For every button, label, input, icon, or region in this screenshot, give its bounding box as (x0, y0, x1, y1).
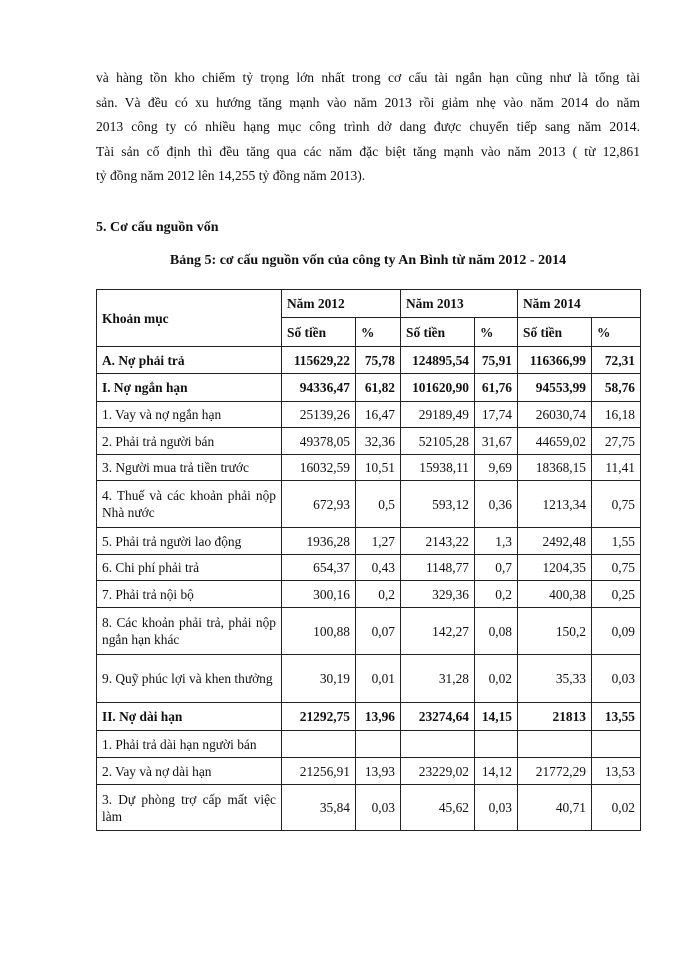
year-header: Năm 2014 (518, 290, 641, 318)
percent-cell: 13,53 (592, 758, 641, 785)
amount-cell (518, 731, 592, 758)
amount-cell: 35,84 (282, 785, 356, 831)
amount-cell: 300,16 (282, 581, 356, 608)
row-label: II. Nợ dài hạn (97, 703, 282, 731)
row-label: 6. Chi phí phải trả (97, 555, 282, 581)
amount-cell: 101620,90 (401, 374, 475, 402)
body-paragraph (96, 66, 640, 189)
amount-cell: 40,71 (518, 785, 592, 831)
amount-cell: 100,88 (282, 608, 356, 655)
amount-cell: 26030,74 (518, 402, 592, 428)
row-label: 5. Phải trả người lao động (97, 528, 282, 555)
amount-cell: 49378,05 (282, 428, 356, 455)
amount-cell: 1936,28 (282, 528, 356, 555)
percent-cell: 0,2 (475, 581, 518, 608)
row-label: 2. Vay và nợ dài hạn (97, 758, 282, 785)
amount-cell: 2492,48 (518, 528, 592, 555)
year-header: Năm 2013 (401, 290, 518, 318)
row-label: 3. Dự phòng trợ cấp mất việc làm (97, 785, 282, 831)
percent-cell: 0,36 (475, 481, 518, 528)
percent-cell: 9,69 (475, 455, 518, 481)
percent-cell: 0,01 (356, 655, 401, 703)
amount-cell: 21292,75 (282, 703, 356, 731)
table-row (97, 608, 641, 655)
table-row (97, 374, 641, 402)
amount-header: Số tiền (282, 318, 356, 347)
table-row (97, 581, 641, 608)
percent-cell: 0,03 (592, 655, 641, 703)
amount-cell: 124895,54 (401, 347, 475, 374)
percent-cell: 1,3 (475, 528, 518, 555)
amount-cell: 94553,99 (518, 374, 592, 402)
table-row (97, 402, 641, 428)
amount-cell: 94336,47 (282, 374, 356, 402)
percent-cell: 1,55 (592, 528, 641, 555)
row-label: 9. Quỹ phúc lợi và khen thưởng (97, 655, 282, 703)
percent-cell: 0,02 (592, 785, 641, 831)
amount-cell: 654,37 (282, 555, 356, 581)
percent-cell: 75,78 (356, 347, 401, 374)
percent-header: % (356, 318, 401, 347)
percent-cell: 13,96 (356, 703, 401, 731)
percent-cell: 0,08 (475, 608, 518, 655)
percent-cell: 31,67 (475, 428, 518, 455)
capital-structure-table (96, 289, 641, 831)
percent-header: % (475, 318, 518, 347)
amount-cell: 35,33 (518, 655, 592, 703)
percent-cell: 0,5 (356, 481, 401, 528)
percent-cell: 0,03 (475, 785, 518, 831)
row-label: 4. Thuế và các khoản phải nộp Nhà nước (97, 481, 282, 528)
amount-cell: 52105,28 (401, 428, 475, 455)
amount-cell: 400,38 (518, 581, 592, 608)
percent-cell: 75,91 (475, 347, 518, 374)
row-label: 3. Người mua trả tiền trước (97, 455, 282, 481)
percent-cell: 0,43 (356, 555, 401, 581)
amount-cell: 116366,99 (518, 347, 592, 374)
amount-cell: 44659,02 (518, 428, 592, 455)
percent-cell: 32,36 (356, 428, 401, 455)
percent-cell (592, 731, 641, 758)
percent-cell: 0,03 (356, 785, 401, 831)
percent-cell: 14,15 (475, 703, 518, 731)
row-label: 7. Phải trả nội bộ (97, 581, 282, 608)
amount-cell: 21256,91 (282, 758, 356, 785)
amount-cell: 29189,49 (401, 402, 475, 428)
percent-cell: 10,51 (356, 455, 401, 481)
paragraph-line: tỷ đồng năm 2012 lên 14,255 tỷ đồng năm 2013). (96, 168, 366, 184)
amount-cell: 16032,59 (282, 455, 356, 481)
percent-cell: 0,75 (592, 555, 641, 581)
amount-cell: 2143,22 (401, 528, 475, 555)
amount-cell: 142,27 (401, 608, 475, 655)
amount-cell: 25139,26 (282, 402, 356, 428)
percent-cell: 13,93 (356, 758, 401, 785)
table-row (97, 455, 641, 481)
table-row (97, 481, 641, 528)
table-row (97, 347, 641, 374)
percent-header: % (592, 318, 641, 347)
table-row (97, 528, 641, 555)
row-label: A. Nợ phải trả (97, 347, 282, 374)
amount-cell: 21772,29 (518, 758, 592, 785)
amount-cell: 1204,35 (518, 555, 592, 581)
percent-cell: 0,75 (592, 481, 641, 528)
amount-cell: 1213,34 (518, 481, 592, 528)
table-row (97, 731, 641, 758)
paragraph-line: 2013 công ty có nhiều hạng mục công trình dở dang được chuyển tiếp sang năm 2014. (96, 119, 640, 135)
row-label: I. Nợ ngắn hạn (97, 374, 282, 402)
section-heading: 5. Cơ cấu nguồn vốn (96, 220, 219, 235)
percent-cell: 0,25 (592, 581, 641, 608)
amount-cell: 115629,22 (282, 347, 356, 374)
percent-cell (475, 731, 518, 758)
table-row (97, 428, 641, 455)
percent-cell (356, 731, 401, 758)
amount-header: Số tiền (518, 318, 592, 347)
percent-cell: 16,18 (592, 402, 641, 428)
table-row (97, 703, 641, 731)
amount-cell: 23229,02 (401, 758, 475, 785)
percent-cell: 14,12 (475, 758, 518, 785)
amount-cell: 150,2 (518, 608, 592, 655)
year-header: Năm 2012 (282, 290, 401, 318)
percent-cell: 16,47 (356, 402, 401, 428)
percent-cell: 0,09 (592, 608, 641, 655)
paragraph-line: Tài sản cố định thì đều tăng qua các năm đặc biệt tăng mạnh vào năm 2013 ( từ 12,861 (96, 143, 640, 159)
percent-cell: 27,75 (592, 428, 641, 455)
amount-cell: 21813 (518, 703, 592, 731)
table-row (97, 785, 641, 831)
percent-cell: 72,31 (592, 347, 641, 374)
percent-cell: 58,76 (592, 374, 641, 402)
percent-cell: 0,7 (475, 555, 518, 581)
item-header: Khoản mục (97, 290, 282, 347)
percent-cell: 0,07 (356, 608, 401, 655)
percent-cell: 1,27 (356, 528, 401, 555)
row-label: 1. Phải trả dài hạn người bán (97, 731, 282, 758)
paragraph-line: và hàng tồn kho chiếm tỷ trọng lớn nhất trong cơ cấu tài ngắn hạn cũng như là tổng tài (96, 70, 640, 85)
row-label: 8. Các khoản phải trả, phải nộp ngắn hạn khác (97, 608, 282, 655)
paragraph-line: sản. Và đều có xu hướng tăng mạnh vào năm 2013 rồi giảm nhẹ vào năm 2014 do năm (96, 94, 640, 110)
percent-cell: 13,55 (592, 703, 641, 731)
table-row (97, 555, 641, 581)
amount-cell (282, 731, 356, 758)
amount-cell: 329,36 (401, 581, 475, 608)
amount-cell: 23274,64 (401, 703, 475, 731)
percent-cell: 61,76 (475, 374, 518, 402)
amount-cell: 1148,77 (401, 555, 475, 581)
percent-cell: 0,02 (475, 655, 518, 703)
row-label: 2. Phải trả người bán (97, 428, 282, 455)
amount-cell: 15938,11 (401, 455, 475, 481)
amount-cell: 30,19 (282, 655, 356, 703)
amount-cell: 672,93 (282, 481, 356, 528)
amount-cell: 45,62 (401, 785, 475, 831)
percent-cell: 17,74 (475, 402, 518, 428)
table-row (97, 655, 641, 703)
table-row (97, 758, 641, 785)
amount-cell: 31,28 (401, 655, 475, 703)
amount-cell: 18368,15 (518, 455, 592, 481)
table-caption: Bảng 5: cơ cấu nguồn vốn của công ty An Bình từ năm 2012 - 2014 (169, 253, 567, 268)
amount-cell: 593,12 (401, 481, 475, 528)
row-label: 1. Vay và nợ ngắn hạn (97, 402, 282, 428)
percent-cell: 0,2 (356, 581, 401, 608)
percent-cell: 11,41 (592, 455, 641, 481)
amount-cell (401, 731, 475, 758)
percent-cell: 61,82 (356, 374, 401, 402)
amount-header: Số tiền (401, 318, 475, 347)
